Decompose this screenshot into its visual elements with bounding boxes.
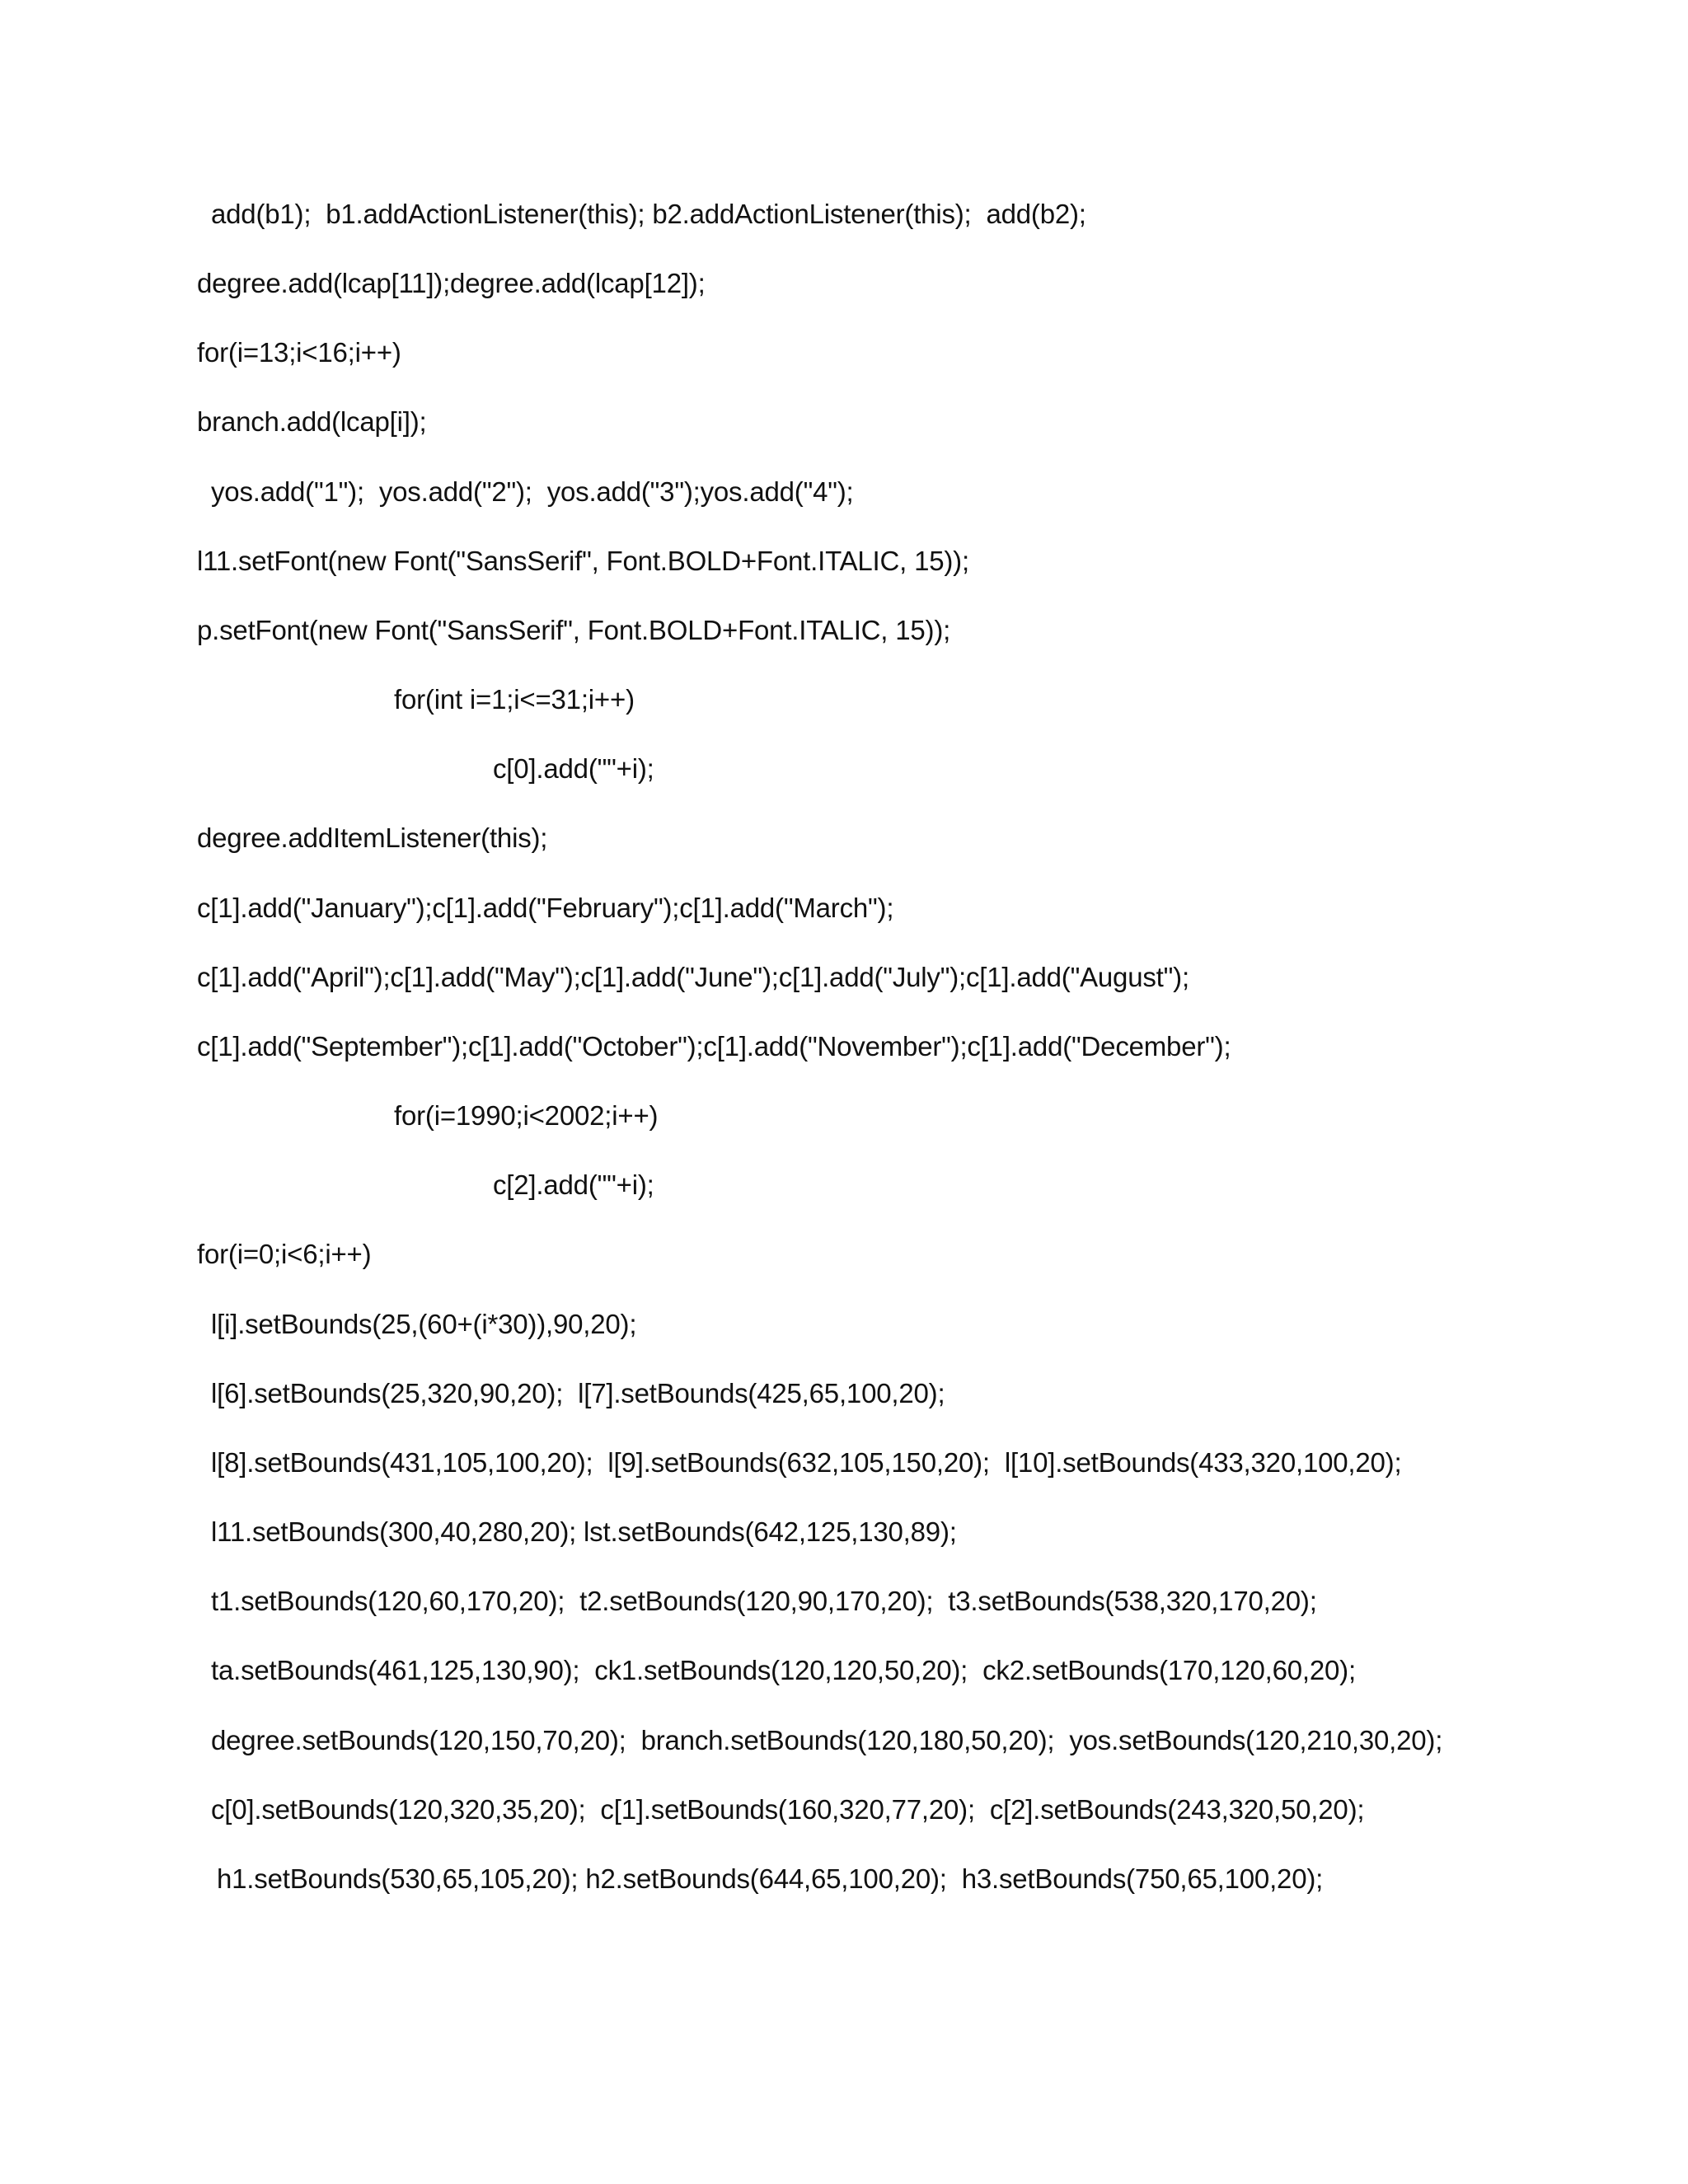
code-line: l11.setBounds(300,40,280,20); lst.setBounds(642,125,130,89);: [211, 1516, 957, 1547]
code-line: for(i=13;i<16;i++): [197, 337, 401, 368]
code-line: l[6].setBounds(25,320,90,20); l[7].setBounds(425,65,100,20);: [211, 1378, 945, 1408]
code-line: add(b1); b1.addActionListener(this); b2.addActionListener(this); add(b2);: [211, 199, 1086, 229]
code-line: degree.setBounds(120,150,70,20); branch.setBounds(120,180,50,20); yos.setBounds(120,210,30,20);: [211, 1725, 1443, 1755]
code-line: p.setFont(new Font("SansSerif", Font.BOLD+Font.ITALIC, 15));: [197, 615, 951, 645]
code-line: for(i=1990;i<2002;i++): [394, 1100, 659, 1131]
code-line: degree.addItemListener(this);: [197, 823, 548, 853]
code-line: l[8].setBounds(431,105,100,20); l[9].setBounds(632,105,150,20); l[10].setBounds(433,320,100,20);: [211, 1447, 1402, 1478]
code-line: for(int i=1;i<=31;i++): [394, 684, 635, 715]
code-line: t1.setBounds(120,60,170,20); t2.setBounds(120,90,170,20); t3.setBounds(538,320,170,20);: [211, 1586, 1317, 1616]
code-line: l[i].setBounds(25,(60+(i*30)),90,20);: [211, 1309, 637, 1339]
code-line: ta.setBounds(461,125,130,90); ck1.setBounds(120,120,50,20); ck2.setBounds(170,120,60,20);: [211, 1655, 1356, 1685]
code-line: c[0].setBounds(120,320,35,20); c[1].setBounds(160,320,77,20); c[2].setBounds(243,320,50,20);: [211, 1794, 1365, 1825]
code-line: degree.add(lcap[11]);degree.add(lcap[12]);: [197, 268, 706, 298]
code-line: c[1].add("April");c[1].add("May");c[1].add("June");c[1].add("July");c[1].add("August");: [197, 962, 1189, 992]
code-line: c[1].add("September");c[1].add("October");c[1].add("November");c[1].add("December");: [197, 1031, 1231, 1062]
code-line: c[1].add("January");c[1].add("February");c[1].add("March");: [197, 893, 894, 923]
code-line: for(i=0;i<6;i++): [197, 1239, 372, 1269]
code-line: yos.add("1"); yos.add("2"); yos.add("3");yos.add("4");: [211, 476, 854, 507]
code-line: branch.add(lcap[i]);: [197, 406, 427, 437]
code-line: c[2].add(""+i);: [493, 1169, 654, 1200]
code-line: c[0].add(""+i);: [493, 753, 654, 784]
code-line: h1.setBounds(530,65,105,20); h2.setBounds(644,65,100,20); h3.setBounds(750,65,100,20);: [217, 1863, 1324, 1894]
code-line: l11.setFont(new Font("SansSerif", Font.BOLD+Font.ITALIC, 15));: [197, 546, 969, 576]
